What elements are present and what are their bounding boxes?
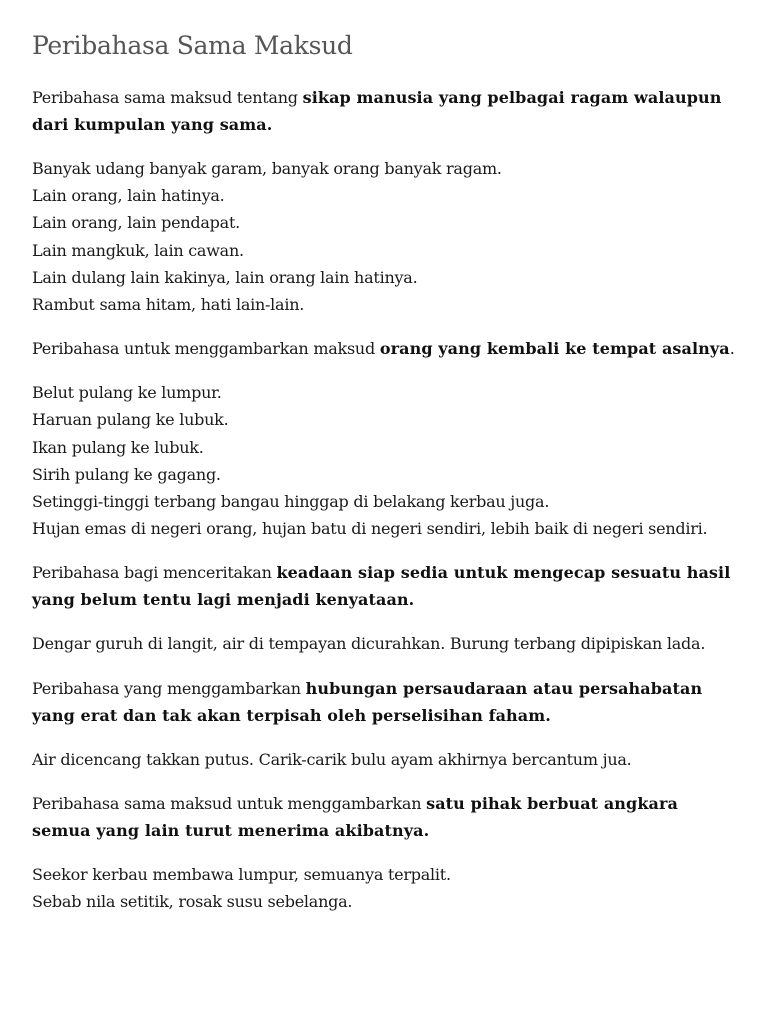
intro-text: Peribahasa yang menggambarkan <box>32 678 306 698</box>
proverb-line: Lain mangkuk, lain cawan. <box>32 240 244 260</box>
section-intro <box>32 335 742 362</box>
proverb-line: Ikan pulang ke lubuk. <box>32 437 204 457</box>
section-kembali-asal <box>32 335 742 542</box>
intro-suffix: . <box>729 339 735 359</box>
section-intro <box>32 675 742 729</box>
section-intro <box>32 84 742 138</box>
intro-emphasis: hubungan persaudaraan atau persahabatan yang erat dan tak akan terpisah oleh perselisihan faham. <box>32 678 703 725</box>
proverb-line: Seekor kerbau membawa lumpur, semuanya terpalit. <box>32 864 451 884</box>
proverb-list <box>32 861 742 915</box>
proverb-line: Belut pulang ke lumpur. <box>32 383 222 403</box>
proverb-line: Air dicencang takkan putus. Carik-carik bulu ayam akhirnya bercantum jua. <box>32 749 632 769</box>
section-siap-sedia <box>32 559 742 657</box>
proverb-line: Sebab nila setitik, rosak susu sebelanga. <box>32 892 353 912</box>
intro-emphasis: sikap manusia yang pelbagai ragam walaupun dari kumpulan yang sama. <box>32 88 722 134</box>
intro-text: Peribahasa sama maksud tentang <box>32 88 303 107</box>
proverb-line: Lain orang, lain hatinya. <box>32 186 225 206</box>
proverb-line: Lain dulang lain kakinya, lain orang lain hatinya. <box>32 267 418 287</box>
article-body <box>32 28 742 932</box>
section-intro <box>32 790 742 844</box>
intro-emphasis: orang yang kembali ke tempat asalnya <box>379 339 730 359</box>
section-intro <box>32 559 742 613</box>
intro-text: Peribahasa bagi menceritakan <box>32 563 277 583</box>
proverb-line: Hujan emas di negeri orang, hujan batu di negeri sendiri, lebih baik di negeri sendiri. <box>32 519 708 539</box>
section-akibat-bersama <box>32 790 742 915</box>
intro-text: Peribahasa untuk menggambarkan maksud <box>32 339 380 359</box>
intro-emphasis: keadaan siap sedia untuk mengecap sesuatu hasil yang belum tentu lagi menjadi kenyataan. <box>32 563 731 610</box>
section-sikap-manusia <box>32 84 742 318</box>
intro-text: Peribahasa sama maksud untuk menggambarkan <box>32 793 427 813</box>
intro-emphasis: satu pihak berbuat angkara semua yang lain turut menerima akibatnya. <box>32 793 678 840</box>
proverb-line: Lain orang, lain pendapat. <box>32 213 240 233</box>
page-title: Peribahasa Sama Maksud <box>32 31 353 60</box>
section-persaudaraan <box>32 675 742 773</box>
proverb-line: Rambut sama hitam, hati lain-lain. <box>32 295 305 315</box>
proverb-list <box>32 379 742 542</box>
proverb-line: Sirih pulang ke gagang. <box>32 464 221 484</box>
proverb-line: Dengar guruh di langit, air di tempayan dicurahkan. Burung terbang dipipiskan lada. <box>32 634 706 654</box>
proverb-list <box>32 746 742 773</box>
proverb-line: Setinggi-tinggi terbang bangau hinggap di belakang kerbau juga. <box>32 492 550 512</box>
proverb-line: Haruan pulang ke lubuk. <box>32 410 229 430</box>
proverb-line: Banyak udang banyak garam, banyak orang banyak ragam. <box>32 159 502 178</box>
proverb-list <box>32 155 742 318</box>
proverb-list <box>32 630 742 657</box>
